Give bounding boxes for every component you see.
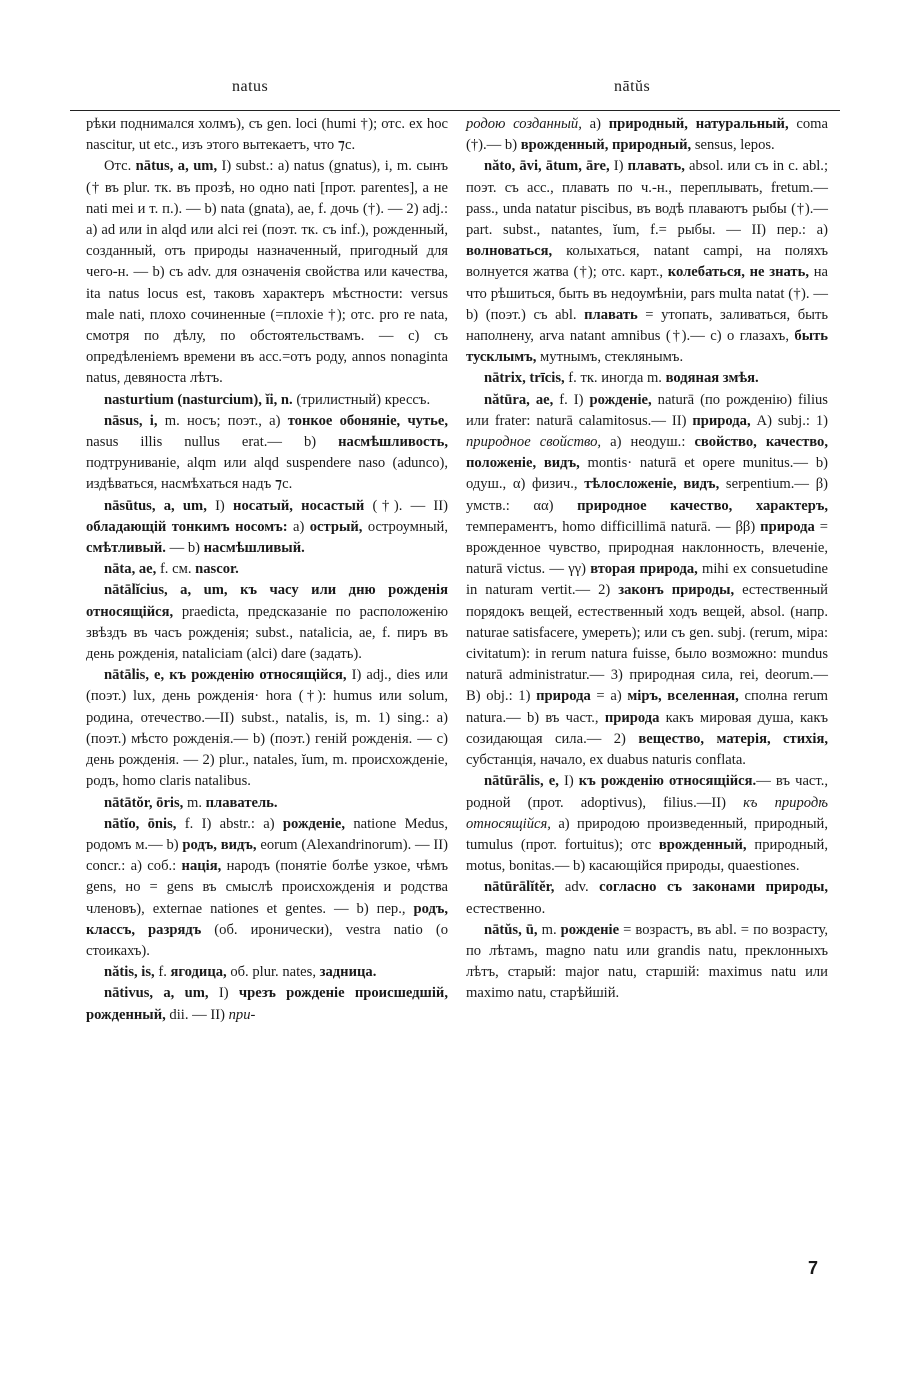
headword-or-gloss: nātālĭcius, a, um, <box>104 582 228 599</box>
entry-text: serpentium.— β) умств.: αα) <box>466 476 828 514</box>
headword-or-gloss: носатый, носастый <box>233 497 365 514</box>
entry-text: I) <box>208 985 239 1002</box>
entry-text: рѣки поднимался холмъ), съ gen. loci (humi †); отс. ex hoc nascitur, ut etc., изъ этого вытекаетъ, что ⁊c. <box>86 116 448 154</box>
headword-or-gloss: насмѣшливый. <box>203 540 305 557</box>
entry-text: m. <box>183 794 206 811</box>
dictionary-entry <box>86 114 448 156</box>
headword-or-gloss: волноваться, <box>466 243 553 260</box>
headword-or-gloss: рожденіе <box>560 921 620 938</box>
header-rule <box>70 110 840 111</box>
entry-text: a) <box>287 518 310 535</box>
headword-or-gloss: задница. <box>319 964 377 981</box>
entry-text: темпераментъ, homo difficillimā naturā. — ββ) <box>466 518 761 535</box>
headword-or-gloss: водяная змѣя. <box>665 370 759 387</box>
dictionary-entry <box>86 559 448 580</box>
headword-or-gloss: nāsus, i, <box>104 412 158 429</box>
entry-text: absol. или съ in c. abl.; поэт. съ acc., плавать по ч.-н., переплывать, fretum.— pass., unda natatur piscibus, въ водѣ плаваютъ рыбы (†).— part. subst., natantes, ĭum, f.= рыбы. — II) пер.: a) <box>466 158 828 239</box>
headword-or-gloss: nātūrālĭtĕr, <box>484 879 555 896</box>
entry-text: adv. <box>554 879 600 896</box>
entry-text: (†). — II) <box>364 497 448 514</box>
entry-text: nasus illis nullus erat.— b) <box>86 434 339 451</box>
dictionary-entry <box>466 390 828 772</box>
headword-or-gloss: плавать <box>584 306 638 323</box>
headword-or-gloss: къ рожденію относящійся. <box>578 773 757 790</box>
headword-or-gloss: смѣтливый. <box>86 540 166 557</box>
headword-or-gloss: не знать, <box>749 264 809 281</box>
headword-or-gloss: плаватель. <box>205 794 278 811</box>
headword-or-gloss: обладающій тонкимъ носомъ: <box>86 518 288 535</box>
entry-text: народъ (понятіе болѣе узкое, чѣмъ gens, но = gens въ смыслѣ происхожденія и родства членовъ), externae nationes et gentes. — b) пер., <box>86 858 448 917</box>
headword-or-gloss: природный, натуральный, <box>608 116 789 132</box>
entry-text: coma (†).— b) <box>466 116 828 154</box>
entry-text: колыхаться, natant campi, на поляхъ волнуется жатва (†); отс. карт., <box>466 243 828 281</box>
italic-gloss: при- <box>228 1006 256 1023</box>
headword-or-gloss: природа <box>760 518 815 535</box>
entry-text: мутнымъ, стеклянымъ. <box>536 349 684 366</box>
entry-text: f. I) abstr.: a) <box>176 815 283 832</box>
dictionary-entry <box>466 114 828 156</box>
headword-or-gloss: nātivus, a, um, <box>104 985 209 1002</box>
headword-or-gloss: nātĭo, ōnis, <box>104 815 177 832</box>
entry-text: об. plur. nates, <box>226 964 320 981</box>
dictionary-entry <box>86 496 448 560</box>
headword-or-gloss: вторая природа, <box>590 561 698 578</box>
left-column <box>86 114 448 1026</box>
headword-or-gloss: врожденный, <box>658 836 747 853</box>
headword-or-gloss: нація, <box>181 858 222 875</box>
headword-or-gloss: nāta, ae, <box>104 561 157 578</box>
entry-text: f. <box>154 964 171 981</box>
headword-or-gloss: тѣлосложеніе, видъ, <box>584 476 720 493</box>
dictionary-entry <box>86 793 448 814</box>
entry-text: a) неодуш.: <box>601 434 695 451</box>
dictionary-entry <box>86 390 448 411</box>
entry-text: субстанція, начало, ex duabus naturis conflata. <box>466 752 746 769</box>
entry-text: подтруниваніе, alqm или alqd suspendere naso (adunco), издѣваться, насмѣхаться надъ ⁊c. <box>86 455 448 493</box>
headword-or-gloss: nătūra, ae, <box>484 391 554 408</box>
italic-gloss: природное свойство, <box>466 434 602 451</box>
entry-text: I) <box>609 158 628 175</box>
entry-text: (трилистный) крессъ. <box>292 391 431 408</box>
headword-or-gloss: согласно съ законами природы, <box>599 879 828 896</box>
headword-or-gloss: тонкое обоняніе, чутье, <box>287 412 448 429</box>
headword-or-gloss: къ часу или дню рожденія относящійся, <box>86 582 448 620</box>
headword-or-gloss: законъ природы, <box>618 582 735 599</box>
dictionary-entry <box>86 814 448 962</box>
headword-or-gloss: nasturtium (nasturcium), ĭi, n. <box>104 391 293 408</box>
headword-or-gloss: родъ, классъ, разрядъ <box>86 900 448 938</box>
dictionary-entry <box>86 665 448 792</box>
dictionary-entry <box>466 156 828 368</box>
entry-text: природный, motus, bonitas.— b) касающійся природы, quaestiones. <box>466 836 828 875</box>
headword-or-gloss: природное качество, характеръ, <box>577 497 828 514</box>
entry-text: = возрастъ, въ abl. = по возрасту, по лѣтамъ, magno natu или grandis natu, преклонныхъ лѣтъ, старый: major natu, старшій: maximus natu или maximo natu, старѣйшій. <box>466 921 829 1002</box>
headword-or-gloss: nātālis, e, <box>104 667 165 684</box>
headword-or-gloss: nātrix, trīcis, <box>484 370 565 387</box>
entry-text: m. носъ; поэт., a) <box>157 412 288 429</box>
headword-or-gloss: родъ, видъ, <box>182 836 257 853</box>
headword-or-gloss: быть тусклымъ, <box>466 328 828 366</box>
entry-text: mihi ex consuetudine in naturam vertit.— 2) <box>466 561 828 599</box>
entry-text: praedicta, предсказаніе по расположенію звѣздъ въ часъ рожденія; subst., natalicia, ae, f. пиръ въ день рожденія, nataliciam (alci) dare (задать). <box>86 603 448 663</box>
page-number: 7 <box>808 1258 819 1278</box>
entry-text: dii. — II) <box>165 1006 229 1023</box>
entry-text: f. см. <box>156 561 196 578</box>
headword-or-gloss: природа <box>536 688 591 705</box>
entry-text: a) природою произведенный, природный, tumulus (прот. fortuitus); отс <box>466 815 828 853</box>
entry-text: I) <box>558 773 579 790</box>
dictionary-entry <box>466 920 828 1005</box>
headword-or-gloss: природа, <box>692 412 751 429</box>
dictionary-entry <box>86 156 448 389</box>
dictionary-entry <box>86 983 448 1025</box>
dictionary-entry <box>466 877 828 919</box>
headword-or-gloss: къ рожденію относящійся, <box>169 667 347 684</box>
entry-text: какъ мировая душа, какъ созидающая сила.— 2) <box>466 709 828 747</box>
dictionary-entry <box>86 411 448 496</box>
dictionary-entry <box>86 580 448 665</box>
dictionary-entry <box>466 771 828 877</box>
entry-text: naturā (по рожденію) filius или frater: naturā calamitosus.— II) <box>466 391 828 429</box>
entry-text: montis· naturā et opere munitus.— b) одуш., α) физич., <box>466 455 828 493</box>
entry-text: Отс. <box>104 158 136 175</box>
entry-text: sensus, lepos. <box>691 137 775 154</box>
header-left-word: natus <box>232 78 269 95</box>
entry-text: на что рѣшиться, быть въ недоумѣніи, pars multa natat (†). — b) (поэт.) съ abl. <box>466 264 829 323</box>
entry-text: сполна rerum natura.— b) въ част., <box>466 688 828 726</box>
headword-or-gloss: чрезъ рожденіе происшедшій, рожденный, <box>86 985 448 1023</box>
entry-text: (об. иронически), vestra natio (о стоикахъ). <box>86 921 448 959</box>
headword-or-gloss: nāsūtus, a, um, <box>104 497 207 514</box>
entry-text: I) subst.: a) natus (gnatus), i, m. сынъ († въ plur. тк. въ прозѣ, но одно nati [прот. parentes], a не nati mei и т. п.). — b) nata (gnata), ae, f. дочь (†). — 2) adj.: a) ad или in alqd или alci rei (поэт. тк. съ inf.), рожденный, созданный, отъ природы назначенный, пригодный для чего-н. — b) съ adv. для означенія свойства или качества, ita natus locus est, таковъ характеръ мѣстности: versus male nati, плохо сочиненные (=плохіе †); отс. pro re nata, смотря по дѣлу, по обстоятельствамъ. — c) съ опредѣленіемъ времени въ acc.=отъ роду, annos nonaginta natus, девяноста лѣтъ. <box>86 158 448 387</box>
entry-text: I) <box>206 497 234 514</box>
headword-or-gloss: врожденный, природный, <box>520 137 692 154</box>
entry-text: natione Medus, родомъ м.— b) <box>86 815 448 853</box>
entry-text: естественный порядокъ вещей, естественный ходъ вещей, absol. (напр. naturae satisfacere, умереть); или съ gen. subj. (rerum, міра: civitatum): in rerum natura fuisse, было возможно: mundus naturā administratur.— 3) природная сила, rei, deorum.— B) obj.: 1) <box>466 582 828 705</box>
headword-or-gloss: міръ, вселенная, <box>627 688 739 705</box>
headword-or-gloss: рожденіе, <box>589 391 652 408</box>
entry-text: a) <box>581 116 609 132</box>
italic-gloss: къ природѣ относящійся, <box>466 794 828 832</box>
headword-or-gloss: свойство, качество, положеніе, видъ, <box>466 434 828 472</box>
header-right-word: nātŭs <box>614 78 651 95</box>
entry-text: eorum (Alexandrinorum). — II) concr.: a) соб.: <box>86 836 448 875</box>
entry-text: I) adj., dies или (поэт.) lux, день рожденія· hora (†): humus или solum, родина, отечество.—II) subst., natalis, is, m. 1) sing.: a) (поэт.) мѣсто рожденія.— b) (поэт.) геній рожденія. — c) день рожденія. — 2) plur., natales, ĭum, m. происхожденіе, родъ, homo claris natalibus. <box>86 667 448 790</box>
right-column <box>466 114 828 1005</box>
entry-text: A) subj.: 1) <box>750 412 828 429</box>
entry-text: m. <box>537 921 561 938</box>
headword-or-gloss: nascor. <box>195 561 239 578</box>
headword-or-gloss: nātātŏr, ōris, <box>104 794 184 811</box>
entry-text <box>228 582 241 598</box>
headword-or-gloss: рожденіе, <box>282 815 345 832</box>
headword-or-gloss: острый, <box>309 518 363 535</box>
dictionary-entry <box>86 962 448 983</box>
headword-or-gloss: насмѣшливость, <box>338 434 448 451</box>
headword-or-gloss: вещество, матерія, стихія, <box>638 730 828 747</box>
headword-or-gloss: nātūrālis, e, <box>484 773 559 790</box>
headword-or-gloss: плавать, <box>627 158 685 175</box>
entry-text: f. тк. иногда m. <box>564 370 666 387</box>
headword-or-gloss: nātŭs, ū, <box>484 921 538 938</box>
dictionary-entry <box>466 368 828 389</box>
headword-or-gloss: колебаться, <box>667 264 745 281</box>
entry-text: — b) <box>165 540 204 557</box>
headword-or-gloss: nātus, a, um, <box>135 158 218 175</box>
entry-text: = врожденное чувство, природная наклонность, влеченіе, naturā victus. — γγ) <box>466 518 828 578</box>
headword-or-gloss: природа <box>604 709 660 726</box>
entry-text: естественно. <box>466 900 546 917</box>
headword-or-gloss: nătis, is, <box>104 964 155 981</box>
entry-text: = утопать, заливаться, быть наполнену, arva natant amnibus (†).— c) о глазахъ, <box>466 306 829 345</box>
entry-text: f. I) <box>553 391 590 408</box>
entry-text: = a) <box>590 688 628 705</box>
entry-text: остроумный, <box>362 518 448 535</box>
entry-text: — въ част., родной (прот. adoptivus), filius.—II) <box>466 773 828 811</box>
italic-gloss: родою созданный, <box>466 116 582 132</box>
headword-or-gloss: năto, āvi, ātum, āre, <box>484 158 610 175</box>
headword-or-gloss: ягодица, <box>170 964 227 981</box>
